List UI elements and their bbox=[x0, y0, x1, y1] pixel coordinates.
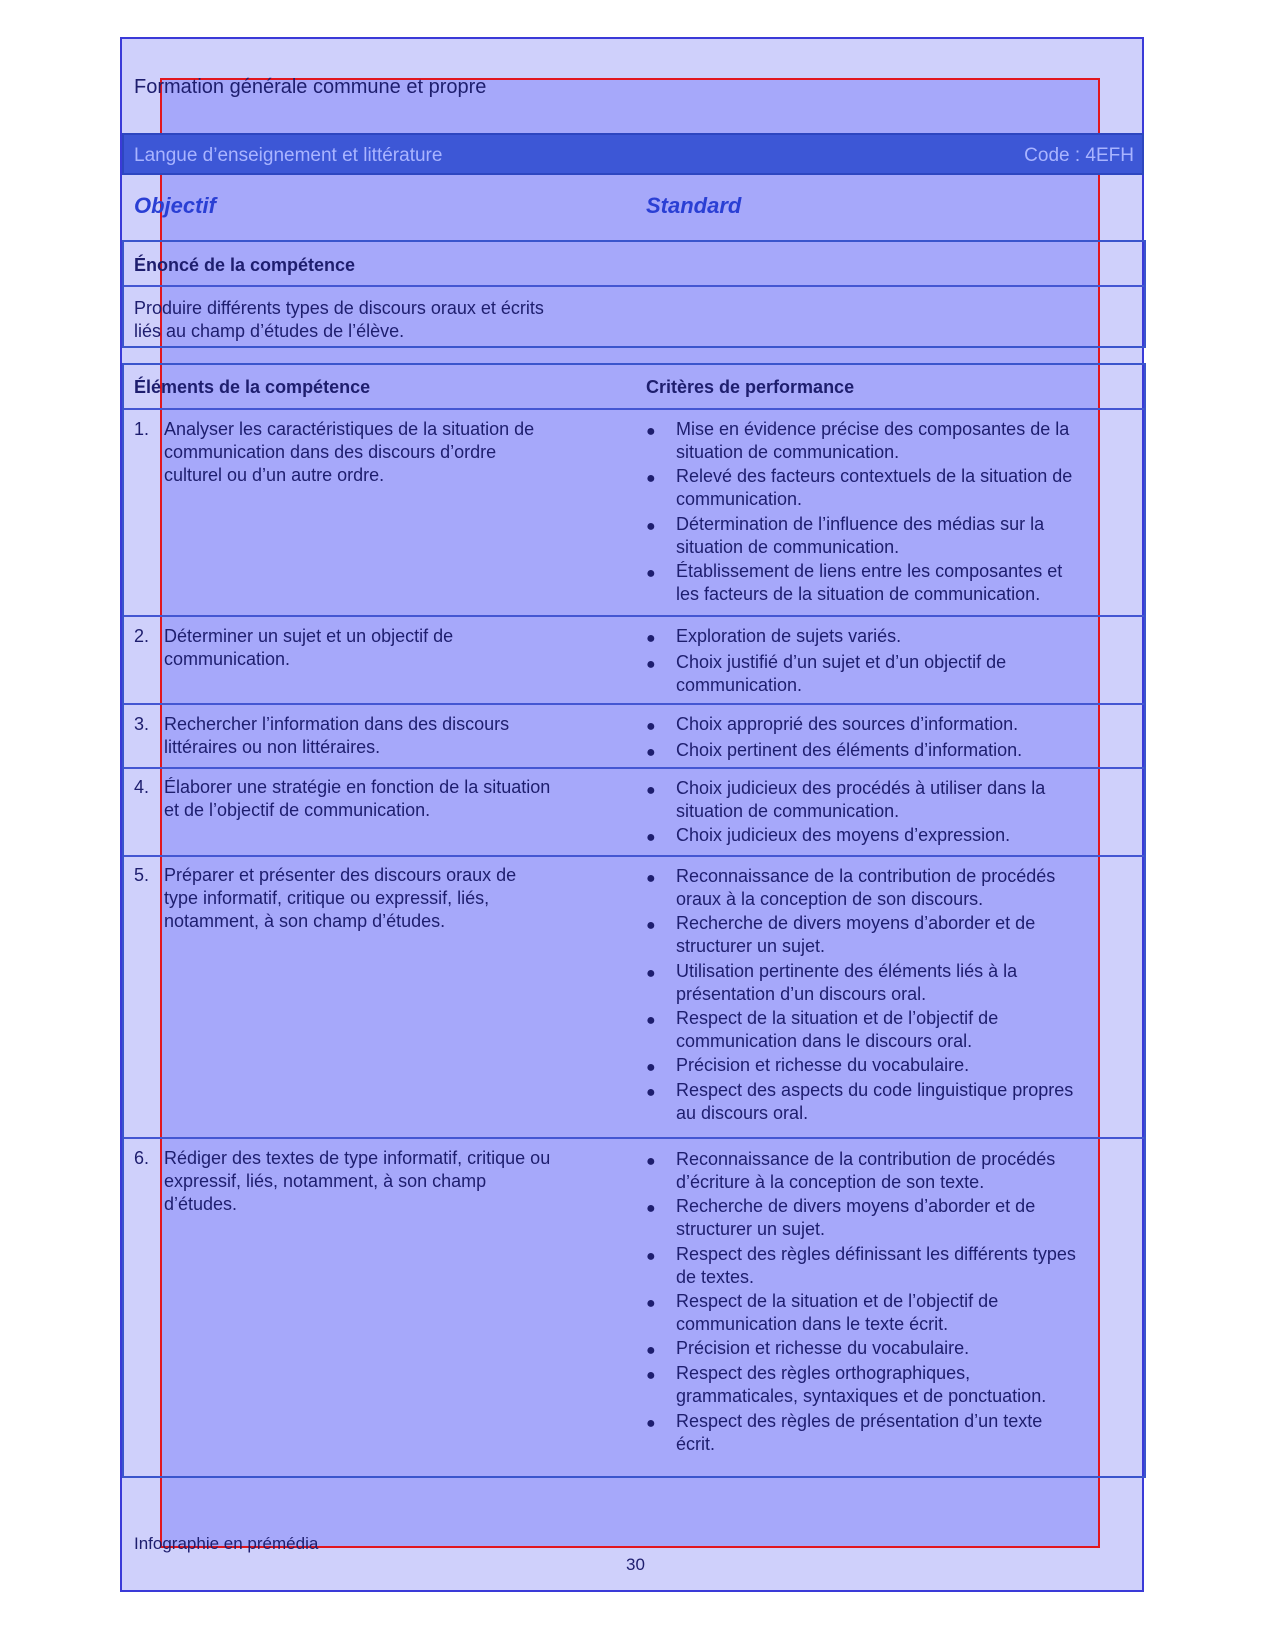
footer-program: Infographie en prémédia bbox=[134, 1534, 319, 1553]
bullet-icon: ● bbox=[646, 782, 656, 799]
criterion-line: Reconnaissance de la contribution de procédés bbox=[676, 866, 1056, 886]
criterion-line: écrit. bbox=[676, 1434, 716, 1454]
col2-heading: Critères de performance bbox=[646, 377, 855, 397]
bullet-icon: ● bbox=[646, 423, 656, 440]
bullet-icon: ● bbox=[646, 518, 656, 535]
element-line: expressif, liés, notamment, à son champ bbox=[164, 1171, 487, 1191]
criterion-line: Choix justifié d’un sujet et d’un objectif de bbox=[676, 652, 1007, 672]
criterion-line: situation de communication. bbox=[676, 801, 900, 821]
bullet-icon: ● bbox=[646, 1153, 656, 1170]
competence-table bbox=[122, 363, 1146, 1478]
section-title: Formation générale commune et propre bbox=[134, 76, 487, 98]
criterion-line: structurer un sujet. bbox=[676, 936, 826, 956]
criterion-line: Respect de la situation et de l’objectif de bbox=[676, 1291, 999, 1311]
element-line: notamment, à son champ d’études. bbox=[164, 911, 446, 931]
criterion-line: Utilisation pertinente des éléments liés à la bbox=[676, 961, 1018, 981]
element-line: Analyser les caractéristiques de la situation de bbox=[164, 419, 535, 439]
criterion-line: les facteurs de la situation de communication. bbox=[676, 584, 1041, 604]
bullet-icon: ● bbox=[646, 1342, 656, 1359]
element-line: littéraires ou non littéraires. bbox=[164, 737, 381, 757]
divider bbox=[124, 1137, 1144, 1139]
divider bbox=[124, 285, 1144, 287]
element-line: Rechercher l’information dans des discours bbox=[164, 714, 510, 734]
element-line: et de l’objectif de communication. bbox=[164, 800, 431, 820]
criterion-line: de textes. bbox=[676, 1267, 755, 1287]
course-name: Langue d’enseignement et littérature bbox=[134, 145, 443, 166]
criterion-line: Mise en évidence précise des composantes de la bbox=[676, 419, 1070, 439]
element-line: type informatif, critique ou expressif, liés, bbox=[164, 888, 490, 908]
criterion-line: présentation d’un discours oral. bbox=[676, 984, 927, 1004]
bullet-icon: ● bbox=[646, 718, 656, 735]
element-line: communication dans des discours d’ordre bbox=[164, 442, 497, 462]
bullet-icon: ● bbox=[646, 965, 656, 982]
row-number: 6. bbox=[134, 1148, 150, 1168]
element-line: culturel ou d’un autre ordre. bbox=[164, 465, 385, 485]
criterion-line: Exploration de sujets variés. bbox=[676, 626, 902, 646]
criterion-line: Choix approprié des sources d’information. bbox=[676, 714, 1019, 734]
criterion-line: Respect de la situation et de l’objectif de bbox=[676, 1008, 999, 1028]
bullet-icon: ● bbox=[646, 656, 656, 673]
col1-heading: Éléments de la compétence bbox=[134, 377, 371, 397]
bullet-icon: ● bbox=[646, 1012, 656, 1029]
divider bbox=[124, 408, 1144, 410]
element-line: communication. bbox=[164, 649, 291, 669]
criterion-line: Précision et richesse du vocabulaire. bbox=[676, 1338, 970, 1358]
bullet-icon: ● bbox=[646, 470, 656, 487]
criterion-line: Respect des règles de présentation d’un texte bbox=[676, 1411, 1043, 1431]
criterion-line: d’écriture à la conception de son texte. bbox=[676, 1172, 985, 1192]
element-line: Élaborer une stratégie en fonction de la situation bbox=[164, 777, 551, 797]
row-number: 2. bbox=[134, 626, 150, 646]
criterion-line: grammaticales, syntaxiques et de ponctuation. bbox=[676, 1386, 1047, 1406]
row-number: 1. bbox=[134, 419, 150, 439]
divider bbox=[124, 855, 1144, 857]
row-number: 3. bbox=[134, 714, 150, 734]
bullet-icon: ● bbox=[646, 1084, 656, 1101]
standard-label: Standard bbox=[646, 193, 742, 218]
bullet-icon: ● bbox=[646, 1367, 656, 1384]
criterion-line: Établissement de liens entre les composantes et bbox=[676, 561, 1063, 581]
enonce-box bbox=[122, 240, 1146, 348]
criterion-line: oraux à la conception de son discours. bbox=[676, 889, 984, 909]
element-line: Déterminer un sujet et un objectif de bbox=[164, 626, 454, 646]
criterion-line: Recherche de divers moyens d’aborder et de bbox=[676, 913, 1036, 933]
course-bar bbox=[122, 133, 1144, 175]
criterion-line: Détermination de l’influence des médias sur la bbox=[676, 514, 1045, 534]
bullet-icon: ● bbox=[646, 1200, 656, 1217]
divider bbox=[124, 703, 1144, 705]
criterion-line: structurer un sujet. bbox=[676, 1219, 826, 1239]
element-line: Préparer et présenter des discours oraux de bbox=[164, 865, 517, 885]
criterion-line: communication dans le discours oral. bbox=[676, 1031, 973, 1051]
course-code: Code : 4EFH bbox=[1024, 145, 1134, 166]
criterion-line: communication. bbox=[676, 675, 803, 695]
criterion-line: situation de communication. bbox=[676, 537, 900, 557]
bullet-icon: ● bbox=[646, 744, 656, 761]
row-number: 5. bbox=[134, 865, 150, 885]
criterion-line: Respect des aspects du code linguistique propres bbox=[676, 1080, 1074, 1100]
criterion-line: situation de communication. bbox=[676, 442, 900, 462]
criterion-line: Précision et richesse du vocabulaire. bbox=[676, 1055, 970, 1075]
criterion-line: Respect des règles orthographiques, bbox=[676, 1363, 971, 1383]
bullet-icon: ● bbox=[646, 917, 656, 934]
row-number: 4. bbox=[134, 777, 150, 797]
bullet-icon: ● bbox=[646, 1295, 656, 1312]
criterion-line: Choix judicieux des moyens d’expression. bbox=[676, 825, 1011, 845]
page-number: 30 bbox=[626, 1555, 645, 1574]
bullet-icon: ● bbox=[646, 1415, 656, 1432]
bullet-icon: ● bbox=[646, 1248, 656, 1265]
criterion-line: Relevé des facteurs contextuels de la situation de bbox=[676, 466, 1073, 486]
criterion-line: communication dans le texte écrit. bbox=[676, 1314, 949, 1334]
criterion-line: Choix judicieux des procédés à utiliser dans la bbox=[676, 778, 1046, 798]
element-line: d’études. bbox=[164, 1194, 238, 1214]
enonce-line: liés au champ d’études de l’élève. bbox=[134, 321, 405, 341]
bullet-icon: ● bbox=[646, 565, 656, 582]
bullet-icon: ● bbox=[646, 630, 656, 647]
divider bbox=[124, 615, 1144, 617]
criterion-line: Reconnaissance de la contribution de procédés bbox=[676, 1149, 1056, 1169]
bullet-icon: ● bbox=[646, 870, 656, 887]
criterion-line: Choix pertinent des éléments d’information. bbox=[676, 740, 1023, 760]
criterion-line: Recherche de divers moyens d’aborder et de bbox=[676, 1196, 1036, 1216]
criterion-line: au discours oral. bbox=[676, 1103, 809, 1123]
criterion-line: communication. bbox=[676, 489, 803, 509]
enonce-line: Produire différents types de discours oraux et écrits bbox=[134, 298, 544, 318]
bullet-icon: ● bbox=[646, 829, 656, 846]
objectif-label: Objectif bbox=[134, 193, 216, 218]
bullet-icon: ● bbox=[646, 1059, 656, 1076]
element-line: Rédiger des textes de type informatif, critique ou bbox=[164, 1148, 551, 1168]
divider bbox=[124, 767, 1144, 769]
criterion-line: Respect des règles définissant les différents types bbox=[676, 1244, 1076, 1264]
enonce-heading: Énoncé de la compétence bbox=[134, 255, 356, 275]
